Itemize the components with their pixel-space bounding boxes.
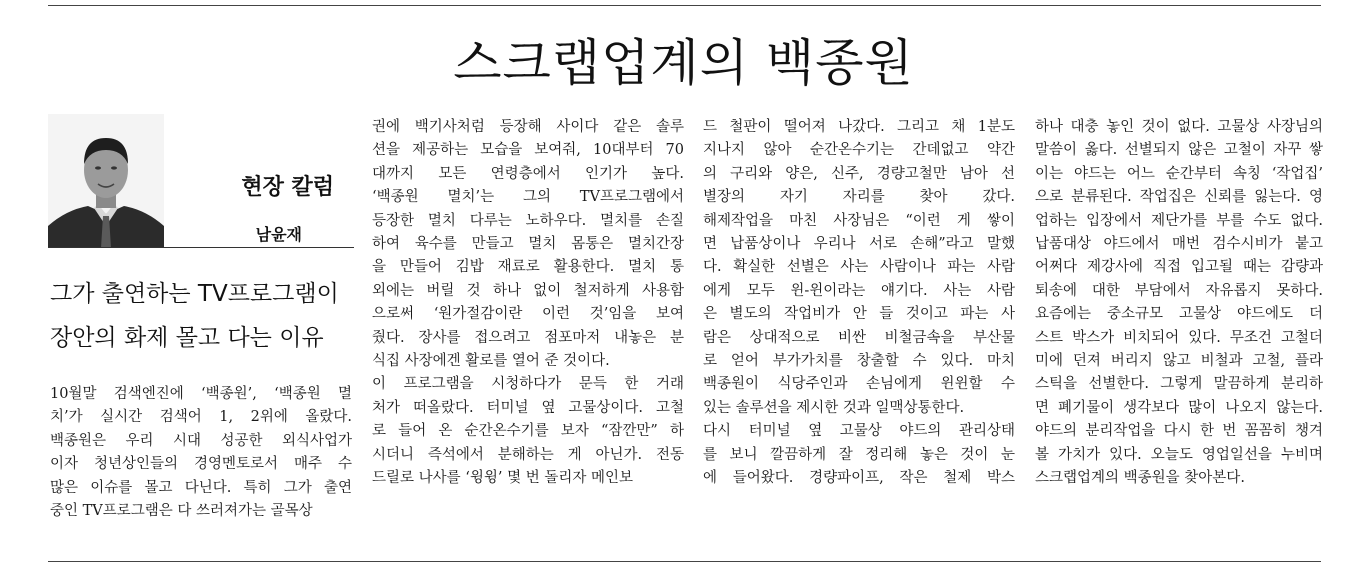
- body-text-line: 백종원이 식당주인과 손님에게 윈윈할 수: [703, 376, 1015, 393]
- body-column-3: [703, 116, 1015, 491]
- body-text-line: ‘백종원 멸치’는 그의 TV프로그램에서: [372, 189, 684, 206]
- body-text-line: 외에는 버릴 것 하나 없이 철저하게 사용함: [372, 282, 684, 299]
- body-text-line: 시더니 즉석에서 분해하는 게 아닌가. 전동: [372, 446, 684, 463]
- body-text-line: 등장한 멸치 다루는 노하우다. 멸치를 손질: [372, 212, 684, 229]
- body-text-line: 퇴송에 대한 부담에서 자유롭지 못하다.: [1035, 282, 1323, 299]
- body-text-line: 미에 던져 버리지 않고 비철과 고철, 플라: [1035, 353, 1323, 370]
- body-text-line: 드 철판이 떨어져 나갔다. 그리고 채 1분도: [703, 119, 1015, 135]
- body-text-line: 의 구리와 양은, 신주, 경량고철만 남아 선: [703, 165, 1015, 182]
- subheadline: [50, 272, 350, 360]
- author-portrait-image: [48, 114, 164, 248]
- author-photo: [48, 114, 164, 248]
- subheadline-line: 장안의 화제 몰고 다는 이유: [50, 325, 324, 351]
- body-text-line: 지나지 않아 순간온수기는 간데없고 약간: [703, 142, 1015, 159]
- body-text-line: 으로 분류된다. 작업집은 신뢰를 잃는다. 영: [1035, 189, 1323, 206]
- body-text-line: 으로써 ‘원가절감이란 이런 것’임을 보여: [372, 306, 684, 323]
- headline: 스크랩업계의 백종원: [453, 34, 914, 92]
- body-text-line: 중인 TV프로그램은 다 쓰러져가는 골목상: [50, 503, 313, 520]
- body-text-line: 권에 백기사처럼 등장해 사이다 같은 솔루: [372, 119, 684, 135]
- body-text-line: 별장의 자기 자리를 찾아 갔다.: [703, 189, 1015, 206]
- body-text-line: 말씀이 옳다. 선별되지 않은 고철이 자꾸 쌓: [1035, 142, 1323, 159]
- body-text-line: 다. 확실한 선별은 사는 사람이나 파는 사람: [703, 259, 1015, 276]
- body-column-2: [372, 116, 684, 491]
- column-byline: [48, 114, 354, 248]
- body-text-line: 로 들어 온 순간온수기를 보자 “잠깐만” 하: [372, 423, 684, 440]
- body-text-line: 은 별도의 작업비가 안 들 것이고 파는 사: [703, 306, 1015, 323]
- body-text-line: 하나 대충 놓인 것이 없다. 고물상 사장님의: [1035, 119, 1323, 135]
- body-text-line: 면 폐기물이 생각보다 많이 나오지 않는다.: [1035, 399, 1323, 416]
- top-rule: [48, 5, 1321, 6]
- body-text-line: 야드의 분리작업을 다시 한 번 꼼꼼히 챙겨: [1035, 423, 1323, 440]
- body-text-line: 드릴로 나사를 ‘윙윙’ 몇 번 돌리자 메인보: [372, 470, 633, 487]
- body-text-line: 하여 육수를 만들고 멸치 몸통은 멸치간장: [372, 236, 684, 253]
- body-text-line: 스틱을 선별한다. 그렇게 말끔하게 분리하: [1035, 376, 1323, 393]
- body-text-line: 업하는 입장에서 제단가를 부를 수도 없다.: [1035, 212, 1323, 229]
- body-text-line: 로 얻어 부가가치를 창출할 수 있다. 마치: [703, 353, 1015, 370]
- byline-divider: [48, 247, 354, 248]
- body-text-line: 이자 청년상인들의 경영멘토로서 매주 수: [50, 456, 352, 473]
- body-text-line: 를 보니 깔끔하게 잘 정리해 놓은 것이 눈: [703, 446, 1015, 463]
- body-text-line: 있는 솔루션을 제시한 것과 일맥상통한다.: [703, 399, 965, 416]
- body-text-line: 을 만들어 김밥 재료로 활용한다. 멸치 통: [372, 259, 684, 276]
- body-text-line: 줬다. 장사를 접으려고 점포마저 내놓은 분: [372, 329, 684, 346]
- body-text-line: 백종원은 우리 시대 성공한 외식사업가: [50, 432, 352, 449]
- body-text-line: 요즘에는 중소규모 고물상 야드에도 더: [1035, 306, 1323, 323]
- bottom-rule: [48, 561, 1321, 562]
- body-text-line: 어쩌다 제강사에 직접 입고될 때는 감량과: [1035, 259, 1323, 276]
- body-text-line: 해제작업을 마친 사장님은 “이런 게 쌓이: [703, 212, 1015, 229]
- body-text-line: 치’가 실시간 검색어 1, 2위에 올랐다.: [50, 409, 352, 426]
- body-text-line: 이 프로그램을 시청하다가 문득 한 거래: [372, 376, 684, 393]
- body-text-line: 10월말 검색엔진에 ‘백종원’, ‘백종원 멸: [50, 386, 352, 402]
- body-text-line: 볼 가치가 있다. 오늘도 영업일선을 누비며: [1035, 446, 1323, 463]
- column-name: 현장 칼럼: [241, 175, 334, 200]
- body-text-line: 대까지 모든 연령층에서 인기가 높다.: [372, 165, 684, 182]
- body-text-line: 람은 상대적으로 비싼 비철금속을 부산물: [703, 329, 1015, 346]
- body-text-line: 식집 사장에겐 활로를 열어 준 것이다.: [372, 353, 610, 370]
- author-name: 남윤재: [255, 225, 302, 244]
- subheadline-line: 그가 출연하는 TV프로그램이: [50, 281, 339, 307]
- body-text-line: 스크랩업계의 백종원을 찾아본다.: [1035, 470, 1245, 487]
- body-text-line: 에 들어왔다. 경량파이프, 작은 철제 박스: [703, 470, 1015, 487]
- body-text-line: 이는 야드는 어느 순간부터 속칭 ‘작업집’: [1035, 165, 1323, 182]
- body-column-1: [50, 383, 352, 523]
- body-text-line: 스트 박스가 비치되어 있다. 무조건 고철더: [1035, 329, 1323, 346]
- body-text-line: 에게 모두 윈-윈이라는 얘기다. 사는 사람: [703, 282, 1015, 299]
- body-text-line: 많은 이슈를 몰고 다닌다. 특히 그가 출연: [50, 479, 352, 496]
- body-text-line: 다시 터미널 옆 고물상 야드의 관리상태: [703, 423, 1015, 440]
- body-column-4: [1035, 116, 1323, 491]
- body-text-line: 처가 떠올랐다. 터미널 옆 고물상이다. 고철: [372, 399, 684, 416]
- body-text-line: 납품대상 야드에서 매번 검수시비가 붙고: [1035, 236, 1323, 253]
- body-text-line: 션을 제공하는 모습을 보여줘, 10대부터 70: [372, 142, 684, 159]
- body-text-line: 면 납품상이나 우리나 서로 손해”라고 말했: [703, 236, 1015, 253]
